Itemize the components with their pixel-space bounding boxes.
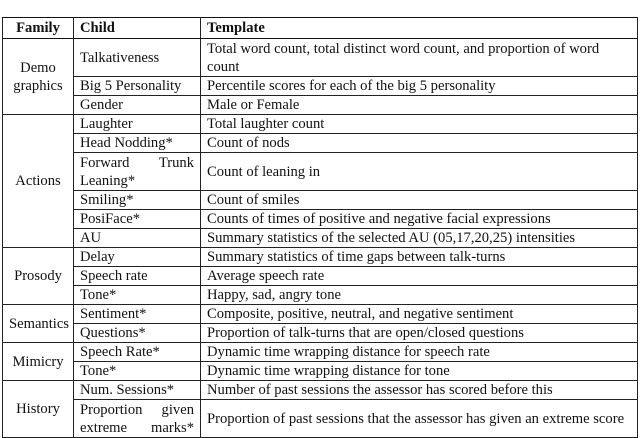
table-row bbox=[3, 210, 638, 229]
template-cell: Count of smiles bbox=[201, 191, 638, 210]
template-cell: Count of nods bbox=[201, 134, 638, 153]
table-row bbox=[3, 96, 638, 115]
family-cell: Demo graphics bbox=[3, 39, 74, 115]
template-cell: Dynamic time wrapping distance for speech rate bbox=[201, 343, 638, 362]
header-template: Template bbox=[201, 18, 638, 39]
table-row bbox=[3, 305, 638, 324]
table-row bbox=[3, 381, 638, 400]
template-cell: Average speech rate bbox=[201, 267, 638, 286]
child-cell: Delay bbox=[74, 248, 201, 267]
child-cell: Sentiment* bbox=[74, 305, 201, 324]
template-cell: Summary statistics of time gaps between talk-turns bbox=[201, 248, 638, 267]
table-row bbox=[3, 248, 638, 267]
table-row bbox=[3, 324, 638, 343]
child-cell: Tone* bbox=[74, 286, 201, 305]
table-row bbox=[3, 134, 638, 153]
template-cell: Summary statistics of the selected AU (05,17,20,25) intensities bbox=[201, 229, 638, 248]
child-cell: Num. Sessions* bbox=[74, 381, 201, 400]
template-cell: Composite, positive, neutral, and negative sentiment bbox=[201, 305, 638, 324]
template-cell: Proportion of past sessions that the assessor has given an extreme score bbox=[201, 400, 638, 438]
table-row bbox=[3, 39, 638, 77]
template-cell: Dynamic time wrapping distance for tone bbox=[201, 362, 638, 381]
header-child: Child bbox=[74, 18, 201, 39]
family-cell: Semantics bbox=[3, 305, 74, 343]
family-cell: History bbox=[3, 381, 74, 438]
child-cell: AU bbox=[74, 229, 201, 248]
child-cell: Laughter bbox=[74, 115, 201, 134]
child-cell: Big 5 Personality bbox=[74, 77, 201, 96]
table-row bbox=[3, 343, 638, 362]
table-row bbox=[3, 400, 638, 438]
family-cell: Mimicry bbox=[3, 343, 74, 381]
child-cell: PosiFace* bbox=[74, 210, 201, 229]
child-cell: Smiling* bbox=[74, 191, 201, 210]
table-row bbox=[3, 77, 638, 96]
template-cell: Total word count, total distinct word count, and proportion of word count bbox=[201, 39, 638, 77]
table-row bbox=[3, 153, 638, 191]
feature-table bbox=[2, 17, 638, 438]
child-cell: Speech Rate* bbox=[74, 343, 201, 362]
header-family: Family bbox=[3, 18, 74, 39]
template-cell: Counts of times of positive and negative facial expressions bbox=[201, 210, 638, 229]
table-row bbox=[3, 191, 638, 210]
template-cell: Total laughter count bbox=[201, 115, 638, 134]
child-cell: Proportion given extreme marks* bbox=[74, 400, 201, 438]
child-cell: Forward Trunk Leaning* bbox=[74, 153, 201, 191]
table-row bbox=[3, 286, 638, 305]
header-row bbox=[3, 18, 638, 39]
template-cell: Number of past sessions the assessor has scored before this bbox=[201, 381, 638, 400]
child-cell: Speech rate bbox=[74, 267, 201, 286]
template-cell: Percentile scores for each of the big 5 personality bbox=[201, 77, 638, 96]
table-row bbox=[3, 267, 638, 286]
template-cell: Proportion of talk-turns that are open/closed questions bbox=[201, 324, 638, 343]
template-cell: Male or Female bbox=[201, 96, 638, 115]
family-cell: Prosody bbox=[3, 248, 74, 305]
child-cell: Head Nodding* bbox=[74, 134, 201, 153]
table-row bbox=[3, 229, 638, 248]
table-row bbox=[3, 115, 638, 134]
template-cell: Happy, sad, angry tone bbox=[201, 286, 638, 305]
template-cell: Count of leaning in bbox=[201, 153, 638, 191]
table-row bbox=[3, 362, 638, 381]
child-cell: Gender bbox=[74, 96, 201, 115]
family-cell: Actions bbox=[3, 115, 74, 248]
child-cell: Tone* bbox=[74, 362, 201, 381]
child-cell: Talkativeness bbox=[74, 39, 201, 77]
child-cell: Questions* bbox=[74, 324, 201, 343]
